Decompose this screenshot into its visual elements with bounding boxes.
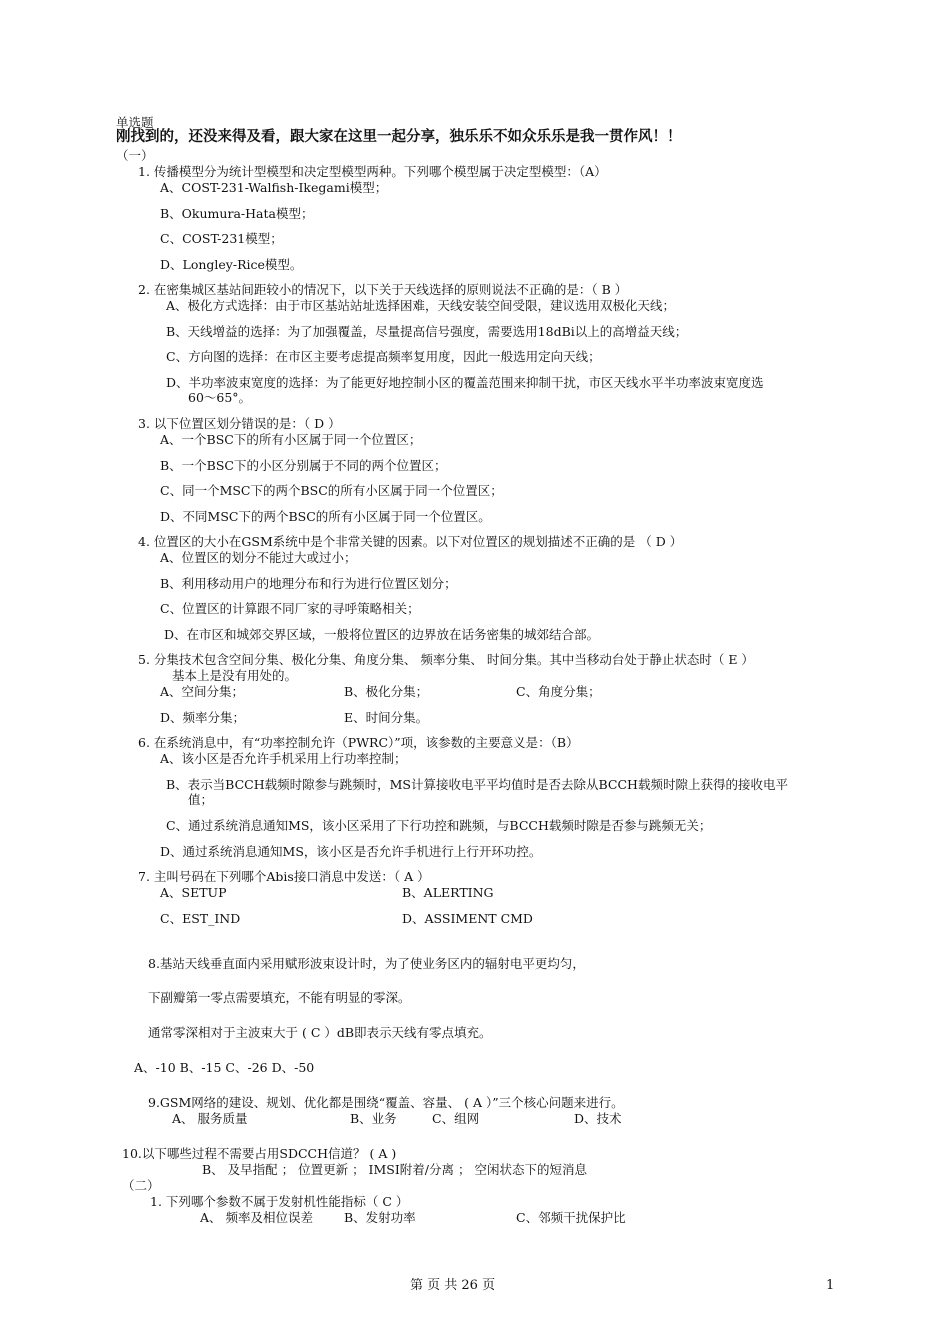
question-8-options: A、-10 B、-15 C、-26 D、-50 bbox=[134, 1060, 315, 1075]
question-1-option-d: D、Longley-Rice模型。 bbox=[160, 257, 303, 272]
question-5-option-e: E、时间分集。 bbox=[344, 710, 429, 725]
question-6-stem: 6. 在系统消息中，有“功率控制允许（PWRC）”项，该参数的主要意义是：（B） bbox=[138, 735, 579, 750]
question-4-option-d: D、在市区和城郊交界区域，一般将位置区的边界放在话务密集的城郊结合部。 bbox=[164, 627, 600, 642]
question-5-option-a: A、空间分集； bbox=[160, 684, 245, 699]
question-10-stem: 10.以下哪些过程不需要占用SDCCH信道？ ( A ) bbox=[122, 1146, 397, 1161]
question-10-options: B、 及早指配 ； 位置更新 ； IMSI附着/分离 ； 空闲状态下的短消息 bbox=[202, 1162, 587, 1177]
question-3-option-b: B、一个BSC下的小区分别属于不同的两个位置区； bbox=[160, 458, 447, 473]
question-8-line-1: 8.基站天线垂直面内采用赋形波束设计时，为了使业务区内的辐射电平更均匀， bbox=[148, 956, 585, 971]
question-7-stem: 7. 主叫号码在下列哪个Abis接口消息中发送：（ A ） bbox=[138, 869, 430, 884]
question-9-option-b: B、业务 bbox=[350, 1111, 397, 1126]
question-4-stem: 4. 位置区的大小在GSM系统中是个非常关键的因素。以下对位置区的规划描述不正确的是 （ D ） bbox=[138, 534, 683, 549]
question-5-option-c: C、角度分集； bbox=[516, 684, 601, 699]
question-6-option-b: B、表示当BCCH载频时隙参与跳频时，MS计算接收电平平均值时是否去除从BCCH载频时隙上获得的接收电平 bbox=[166, 777, 788, 792]
question-8-line-2: 下副瓣第一零点需要填充，不能有明显的零深。 bbox=[148, 990, 411, 1005]
question-2-option-c: C、方向图的选择：在市区主要考虑提高频率复用度，因此一般选用定向天线； bbox=[166, 349, 601, 364]
question-5-stem: 5. 分集技术包含空间分集、极化分集、角度分集、 频率分集、 时间分集。其中当移动台处于静止状态时（ E ） bbox=[138, 652, 754, 667]
question-7-option-b: B、ALERTING bbox=[402, 885, 494, 900]
question-9-option-c: C、组网 bbox=[432, 1111, 480, 1126]
question-4-option-b: B、利用移动用户的地理分布和行为进行位置区划分； bbox=[160, 576, 457, 591]
question-1-option-a: A、COST-231-Walfish-Ikegami模型； bbox=[160, 180, 388, 195]
part-two-question-1-option-a: A、 频率及相位误差 bbox=[200, 1210, 314, 1225]
question-7-option-d: D、ASSIMENT CMD bbox=[402, 911, 533, 926]
question-7-option-c: C、EST_IND bbox=[160, 911, 241, 926]
question-3-stem: 3. 以下位置区划分错误的是：（ D ） bbox=[138, 416, 341, 431]
question-2-option-d-cont: 60～65°。 bbox=[188, 390, 252, 405]
question-1-option-c: C、COST-231模型； bbox=[160, 231, 283, 246]
question-1-option-b: B、Okumura-Hata模型； bbox=[160, 206, 314, 221]
question-9-option-d: D、技术 bbox=[574, 1111, 622, 1126]
question-5-stem-cont: 基本上是没有用处的。 bbox=[172, 668, 298, 683]
question-3-option-a: A、一个BSC下的所有小区属于同一个位置区； bbox=[160, 432, 422, 447]
part-two-question-1-option-b: B、发射功率 bbox=[344, 1210, 416, 1225]
question-2-option-a: A、极化方式选择：由于市区基站站址选择困难，天线安装空间受限，建议选用双极化天线； bbox=[166, 298, 676, 313]
question-6-option-d: D、通过系统消息通知MS，该小区是否允许手机进行上行开环功控。 bbox=[160, 844, 542, 859]
question-4-option-a: A、位置区的划分不能过大或过小； bbox=[160, 550, 357, 565]
footer-page-number: 1 bbox=[826, 1278, 835, 1293]
question-1-stem: 1. 传播模型分为统计型模型和决定型模型两种。下列哪个模型属于决定型模型：（A） bbox=[138, 164, 607, 179]
question-4-option-c: C、位置区的计算跟不同厂家的寻呼策略相关； bbox=[160, 601, 420, 616]
part-two-label: （二） bbox=[122, 1178, 160, 1193]
part-two-question-1-option-c: C、邻频干扰保护比 bbox=[516, 1210, 626, 1225]
banner-text: 刚找到的，还没来得及看，跟大家在这里一起分享，独乐乐不如众乐乐是我一贯作风！！ bbox=[116, 129, 682, 145]
section-title: 单选题 bbox=[116, 115, 154, 130]
footer-page-info: 第 页 共 26 页 bbox=[410, 1278, 496, 1293]
question-7-option-a: A、SETUP bbox=[160, 885, 227, 900]
question-3-option-c: C、同一个MSC下的两个BSC的所有小区属于同一个位置区； bbox=[160, 483, 503, 498]
question-3-option-d: D、不同MSC下的两个BSC的所有小区属于同一个位置区。 bbox=[160, 509, 491, 524]
part-two-question-1-stem: 1. 下列哪个参数不属于发射机性能指标（ C ） bbox=[150, 1194, 409, 1209]
question-2-stem: 2. 在密集城区基站间距较小的情况下，以下关于天线选择的原则说法不正确的是：（ B ） bbox=[138, 282, 628, 297]
question-9-stem: 9.GSM网络的建设、规划、优化都是围绕“覆盖、容量、 ( A ）”三个核心问题来进行。 bbox=[148, 1095, 624, 1110]
question-6-option-b-cont: 值； bbox=[188, 792, 214, 807]
question-6-option-c: C、通过系统消息通知MS，该小区采用了下行功控和跳频，与BCCH载频时隙是否参与跳频无关； bbox=[166, 818, 712, 833]
question-6-option-a: A、该小区是否允许手机采用上行功率控制； bbox=[160, 751, 407, 766]
part-one-label: （一） bbox=[116, 148, 154, 163]
question-5-option-d: D、频率分集； bbox=[160, 710, 246, 725]
question-5-option-b: B、极化分集； bbox=[344, 684, 429, 699]
question-9-option-a: A、 服务质量 bbox=[172, 1111, 248, 1126]
question-2-option-d: D、半功率波束宽度的选择：为了能更好地控制小区的覆盖范围来抑制干扰，市区天线水平半功率波束宽度选 bbox=[166, 375, 764, 390]
question-8-line-3: 通常零深相对于主波束大于 ( C ）dB即表示天线有零点填充。 bbox=[148, 1025, 492, 1040]
question-2-option-b: B、天线增益的选择：为了加强覆盖，尽量提高信号强度，需要选用18dBi以上的高增益天线； bbox=[166, 324, 688, 339]
